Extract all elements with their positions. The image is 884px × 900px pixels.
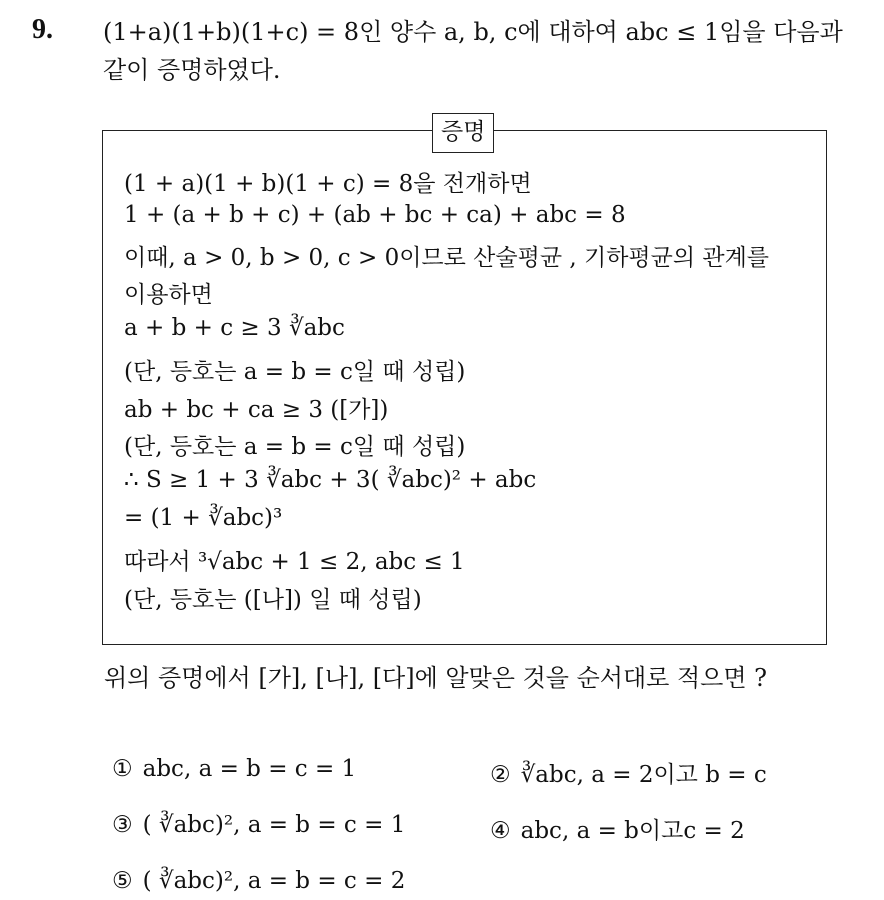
choice-text: abc, a = b이고c = 2 xyxy=(520,818,745,844)
prompt-text: 위의 증명에서 [가], [나], [다]에 알맞은 것을 순서대로 적으면 ? xyxy=(104,664,768,692)
proof-label: 증명 xyxy=(432,113,494,153)
proof-line: ab + bc + ca ≥ 3 ([가]) xyxy=(124,397,389,423)
proof-line: ∴ S ≥ 1 + 3 ∛abc + 3( ∛abc)² + abc xyxy=(124,467,537,493)
proof-line: 따라서 ³√abc + 1 ≤ 2, abc ≤ 1 xyxy=(124,549,465,575)
choice-text: abc, a = b = c = 1 xyxy=(142,756,357,782)
question-text xyxy=(103,13,863,89)
question-line-2: 같이 증명하였다. xyxy=(103,56,281,84)
proof-line: a + b + c ≥ 3 ∛abc xyxy=(124,315,345,341)
proof-line: (단, 등호는 a = b = c일 때 성립) xyxy=(124,434,466,460)
proof-line: (단, 등호는 a = b = c일 때 성립) xyxy=(124,359,466,385)
choice-text: ∛abc, a = 2이고 b = c xyxy=(520,762,767,788)
choice-2[interactable] xyxy=(490,756,767,789)
choice-5[interactable] xyxy=(112,868,405,894)
choice-text: ( ∛abc)², a = b = c = 2 xyxy=(142,868,406,894)
proof-line: 1 + (a + b + c) + (ab + bc + ca) + abc = 8 xyxy=(124,202,626,228)
choice-text: ( ∛abc)², a = b = c = 1 xyxy=(142,812,406,838)
choice-3[interactable] xyxy=(112,812,405,838)
choice-mark: ② xyxy=(490,762,511,788)
proof-line: 이때, a > 0, b > 0, c > 0이므로 산술평균 , 기하평균의 관계를 xyxy=(124,245,770,271)
choice-4[interactable] xyxy=(490,812,745,845)
choice-mark: ③ xyxy=(112,812,133,838)
question-number: 9. xyxy=(32,14,53,45)
question-line-1: (1+a)(1+b)(1+c) = 8인 양수 a, b, c에 대하여 abc ≤ 1임을 다음과 xyxy=(103,18,843,46)
proof-line: = (1 + ∛abc)³ xyxy=(124,505,283,531)
choice-mark: ④ xyxy=(490,818,511,844)
choice-mark: ① xyxy=(112,756,133,782)
proof-line: (단, 등호는 ([나]) 일 때 성립) xyxy=(124,587,422,613)
choice-mark: ⑤ xyxy=(112,868,133,894)
choice-1[interactable] xyxy=(112,756,356,782)
proof-line: (1 + a)(1 + b)(1 + c) = 8을 전개하면 xyxy=(124,171,532,197)
proof-line: 이용하면 xyxy=(124,282,213,308)
